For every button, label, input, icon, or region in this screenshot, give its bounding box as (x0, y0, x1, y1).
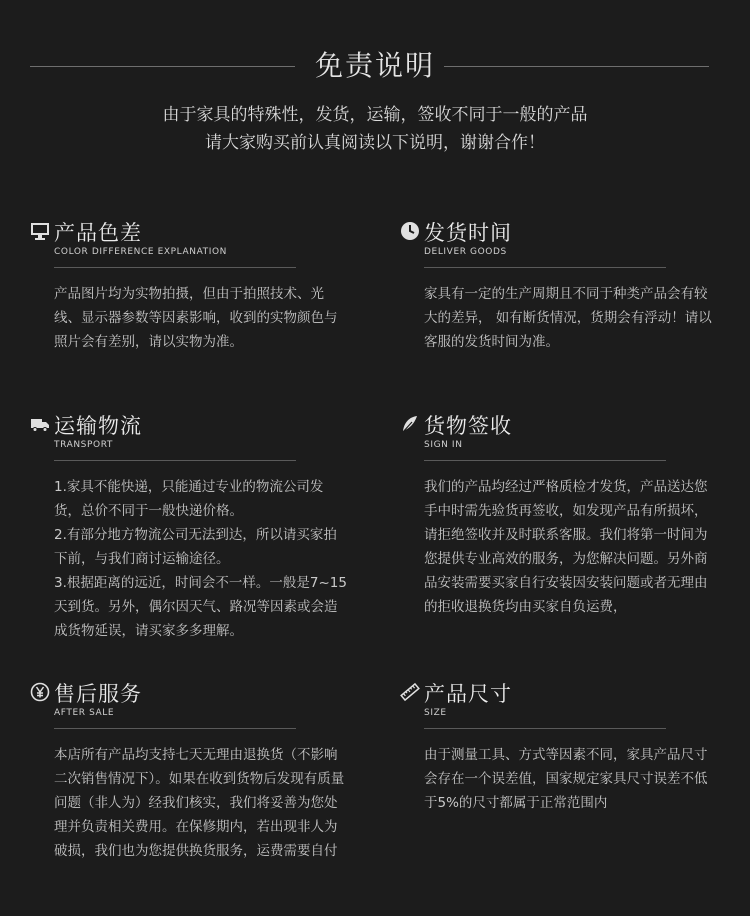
ruler-icon (400, 682, 420, 702)
section-deliver-goods (400, 217, 712, 354)
truck-icon (30, 414, 50, 434)
page-title: 免责说明 (314, 49, 435, 82)
yen-icon (30, 682, 50, 702)
clock-icon (400, 221, 420, 241)
intro-text (0, 101, 750, 157)
section-subtitle: SIGN IN (424, 440, 463, 450)
section-divider (54, 267, 296, 268)
section-paragraph: 本店所有产品均支持七天无理由退换货（不影响二次销售情况下）。如果在收到货物后发现有质量问题（非人为）经我们核实，我们将妥善为您处理并负责相关费用。在保修期内，若出现非人为破损，我们也为您提供换货服务，运费需要自付 (54, 747, 345, 859)
section-body (54, 475, 350, 643)
section-paragraph: 1.家具不能快递，只能通过专业的物流公司发货，总价不同于一般快递价格。 (54, 479, 324, 519)
section-title: 货物签收 (424, 414, 512, 438)
section-divider (54, 728, 296, 729)
intro-line: 请大家购买前认真阅读以下说明，谢谢合作！ (205, 133, 545, 153)
section-body (424, 282, 720, 354)
section-paragraph: 由于测量工具、方式等因素不同，家具产品尺寸会存在一个误差值，国家规定家具尺寸误差不低于5%的尺寸都属于正常范围内 (424, 747, 708, 811)
section-body (424, 743, 720, 815)
intro-line: 由于家具的特殊性，发货，运输，签收不同于一般的产品 (162, 105, 588, 125)
section-body (54, 282, 350, 354)
section-subtitle: AFTER SALE (54, 708, 115, 718)
section-divider (424, 460, 666, 461)
section-transport (30, 410, 347, 643)
section-title: 发货时间 (424, 221, 512, 245)
section-body (54, 743, 350, 863)
section-paragraph: 2.有部分地方物流公司无法到达，所以请买家拍下前，与我们商讨运输途径。 (54, 527, 337, 567)
section-subtitle: TRANSPORT (54, 440, 113, 450)
section-paragraph: 产品图片均为实物拍摄，但由于拍照技术、光线、显示器参数等因素影响，收到的实物颜色与照片会有差别，请以实物为准。 (54, 286, 338, 350)
section-subtitle: COLOR DIFFERENCE EXPLANATION (54, 247, 228, 257)
section-divider (424, 728, 666, 729)
section-divider (54, 460, 296, 461)
section-size (400, 678, 708, 815)
section-sign-in (400, 410, 708, 619)
section-subtitle: DELIVER GOODS (424, 247, 507, 257)
section-title: 运输物流 (54, 414, 142, 438)
section-title: 售后服务 (54, 682, 142, 706)
monitor-icon (30, 221, 50, 241)
section-divider (424, 267, 666, 268)
section-after-sale (30, 678, 345, 863)
section-title: 产品尺寸 (424, 682, 512, 706)
section-body (424, 475, 720, 619)
section-subtitle: SIZE (424, 708, 447, 718)
divider-right (444, 66, 709, 67)
feather-icon (400, 414, 420, 434)
header (0, 0, 750, 170)
section-paragraph: 家具有一定的生产周期且不同于种类产品会有较大的差异， 如有断货情况，货期会有浮动！请以客服的发货时间为准。 (424, 286, 712, 350)
section-title: 产品色差 (54, 221, 142, 245)
section-paragraph: 我们的产品均经过严格质检才发货，产品送达您手中时需先验货再签收，如发现产品有所损坏，请拒绝签收并及时联系客服。我们将第一时间为您提供专业高效的服务，为您解决问题。另外商品安装需要买家自行安装因安装问题或者无理由的拒收退换货均由买家自负运费， (424, 479, 708, 615)
section-color-difference (30, 217, 338, 354)
section-paragraph: 3.根据距离的远近，时间会不一样。一般是7~15天到货。另外，偶尔因天气、路况等因素或会造成货物延误，请买家多多理解。 (54, 575, 347, 639)
